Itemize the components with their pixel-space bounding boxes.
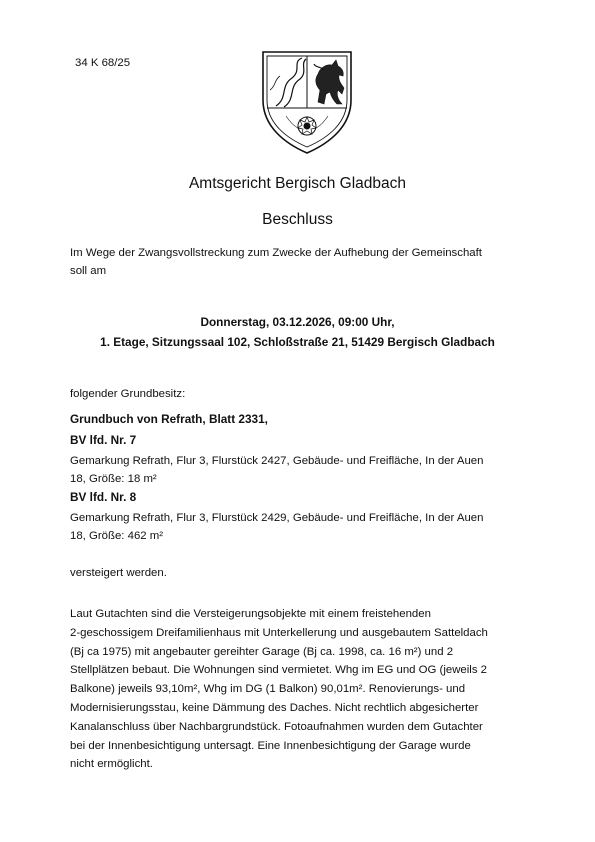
intro-line: soll am <box>70 265 107 277</box>
court-name: Amtsgericht Bergisch Gladbach <box>188 175 407 192</box>
description-line: Balkone) jeweils 93,10m², Whg im DG (1 Balkon) 90,01m². Renovierungs- und <box>70 683 466 696</box>
description-line: (Bj ca 1975) mit angebauter gereihter Garage (Bj ca. 1998, ca. 16 m²) und 2 <box>70 645 454 658</box>
description-paragraph <box>70 605 530 774</box>
coat-of-arms-icon <box>258 46 356 156</box>
description-line: Laut Gutachten sind die Versteigerungsobjekte mit einem freistehenden <box>70 608 431 620</box>
item-line: Gemarkung Refrath, Flur 3, Flurstück 2429, Gebäude- und Freifläche, In der Auen <box>70 512 484 524</box>
case-number: 34 K 68/25 <box>75 57 131 69</box>
description-line: Stellplätzen bebaut. Die Wohnungen sind vermietet. Whg im EG und OG (jeweils 2 <box>70 664 488 677</box>
item-line: Gemarkung Refrath, Flur 3, Flurstück 2427, Gebäude- und Freifläche, In der Auen <box>70 455 484 467</box>
grundbuch-label: Grundbuch von Refrath, Blatt 2331, <box>70 412 268 426</box>
property-intro: folgender Grundbesitz: <box>70 388 186 400</box>
item-line: 18, Größe: 462 m² <box>70 530 164 542</box>
auction-date: Donnerstag, 03.12.2026, 09:00 Uhr, <box>200 315 395 329</box>
item-description <box>70 509 530 545</box>
description-line: nicht ermöglicht. <box>70 758 153 771</box>
document-heading: Beschluss <box>262 211 333 228</box>
description-line: Kanalanschluss über Nachbargrundstück. Fotoaufnahmen wurden dem Gutachter <box>70 720 483 733</box>
auction-text: versteigert werden. <box>70 567 167 579</box>
item-label: BV lfd. Nr. 8 <box>70 490 137 504</box>
intro-text <box>70 244 530 280</box>
item-line: 18, Größe: 18 m² <box>70 473 157 485</box>
description-line: bei der Innenbesichtigung untersagt. Eine Innenbesichtigung der Garage wurde <box>70 739 471 752</box>
description-line: 2-geschossigem Dreifamilienhaus mit Unterkellerung und ausgebautem Satteldach <box>70 626 488 639</box>
auction-location: 1. Etage, Sitzungssaal 102, Schloßstraße 21, 51429 Bergisch Gladbach <box>100 335 495 349</box>
description-line: Modernisierungsstau, keine Dämmung des Daches. Nicht rechtlich abgesicherter <box>70 701 479 714</box>
item-label: BV lfd. Nr. 7 <box>70 433 137 447</box>
item-description <box>70 452 530 488</box>
intro-line: Im Wege der Zwangsvollstreckung zum Zwecke der Aufhebung der Gemeinschaft <box>70 247 482 259</box>
